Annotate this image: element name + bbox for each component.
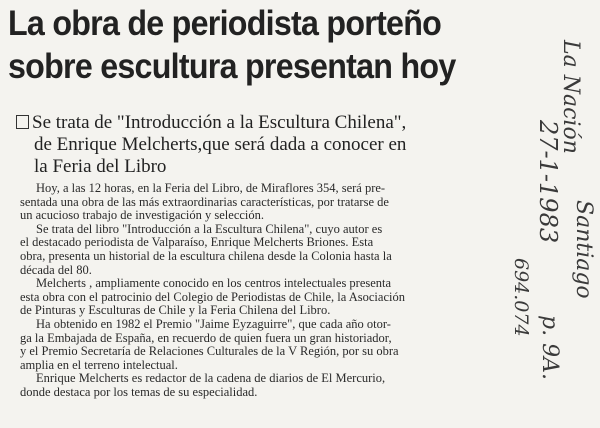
handwritten-date: 27-1-1983	[534, 120, 562, 244]
handwritten-page: p. 9A.	[537, 315, 562, 380]
body-line: Hoy, a las 12 horas, en la Feria del Libro, de Miraflores 354, será pre-	[36, 181, 386, 195]
body-line: esta obra con el patrocinio del Colegio de Periodistas de Chile, la Asociación	[20, 289, 405, 304]
body-line: obra, presenta un historial de la escultura chilena desde la Colonia hasta la	[20, 248, 392, 263]
body-line: donde destaca por los temas de su especialidad.	[20, 384, 258, 399]
lead-line-3: la Feria del Libro	[34, 156, 167, 177]
body-line: Ha obtenido en 1982 el Premio "Jaime Eyzaguirre", que cada año otor-	[36, 316, 391, 331]
handwritten-code: 694.074	[510, 258, 532, 337]
body-line: un acucioso trabajo de investigación y selección.	[20, 208, 265, 223]
lead-line-1-text: Se trata de "Introducción a la Escultura Chilena",	[32, 112, 407, 133]
bullet-box-icon	[16, 115, 29, 129]
headline-line-2: sobre escultura presentan hoy	[8, 47, 456, 86]
body-line: ga la Embajada de España, en recuerdo de quien fuera un gran historiador,	[20, 330, 392, 345]
body-line: amplia en el terreno intelectual.	[20, 357, 178, 372]
body-line: el destacado periodista de Valparaíso, Enrique Melcherts Briones. Esta	[20, 235, 374, 250]
body-line: Melcherts , ampliamente conocido en los centros intelectuales presenta	[36, 276, 392, 291]
handwritten-source: La Nación	[558, 40, 583, 154]
body-line: y el Premio Secretaría de Relaciones Culturales de la V Región, por su obra	[20, 344, 399, 359]
body-line: sentada una obra de las más extraordinarias características, por tratarse de	[20, 194, 389, 209]
body-line: década del 80.	[20, 262, 92, 277]
body-line: Se trata del libro "Introducción a la Escultura Chilena", cuyo autor es	[36, 221, 383, 236]
body-line: de Pinturas y Esculturas de Chile y la Feria Chilena del Libro.	[20, 303, 331, 318]
headline	[8, 2, 486, 88]
lead-line-2: de Enrique Melcherts,que será dada a conocer en	[34, 134, 407, 155]
article-body	[20, 182, 506, 400]
lead-paragraph	[16, 112, 496, 178]
headline-line-1: La obra de periodista porteño	[8, 4, 442, 43]
handwritten-city: Santiago	[571, 200, 596, 299]
body-line: Enrique Melcherts es redactor de la cadena de diarios de El Mercurio,	[36, 371, 386, 386]
lead-line-1	[16, 112, 496, 134]
